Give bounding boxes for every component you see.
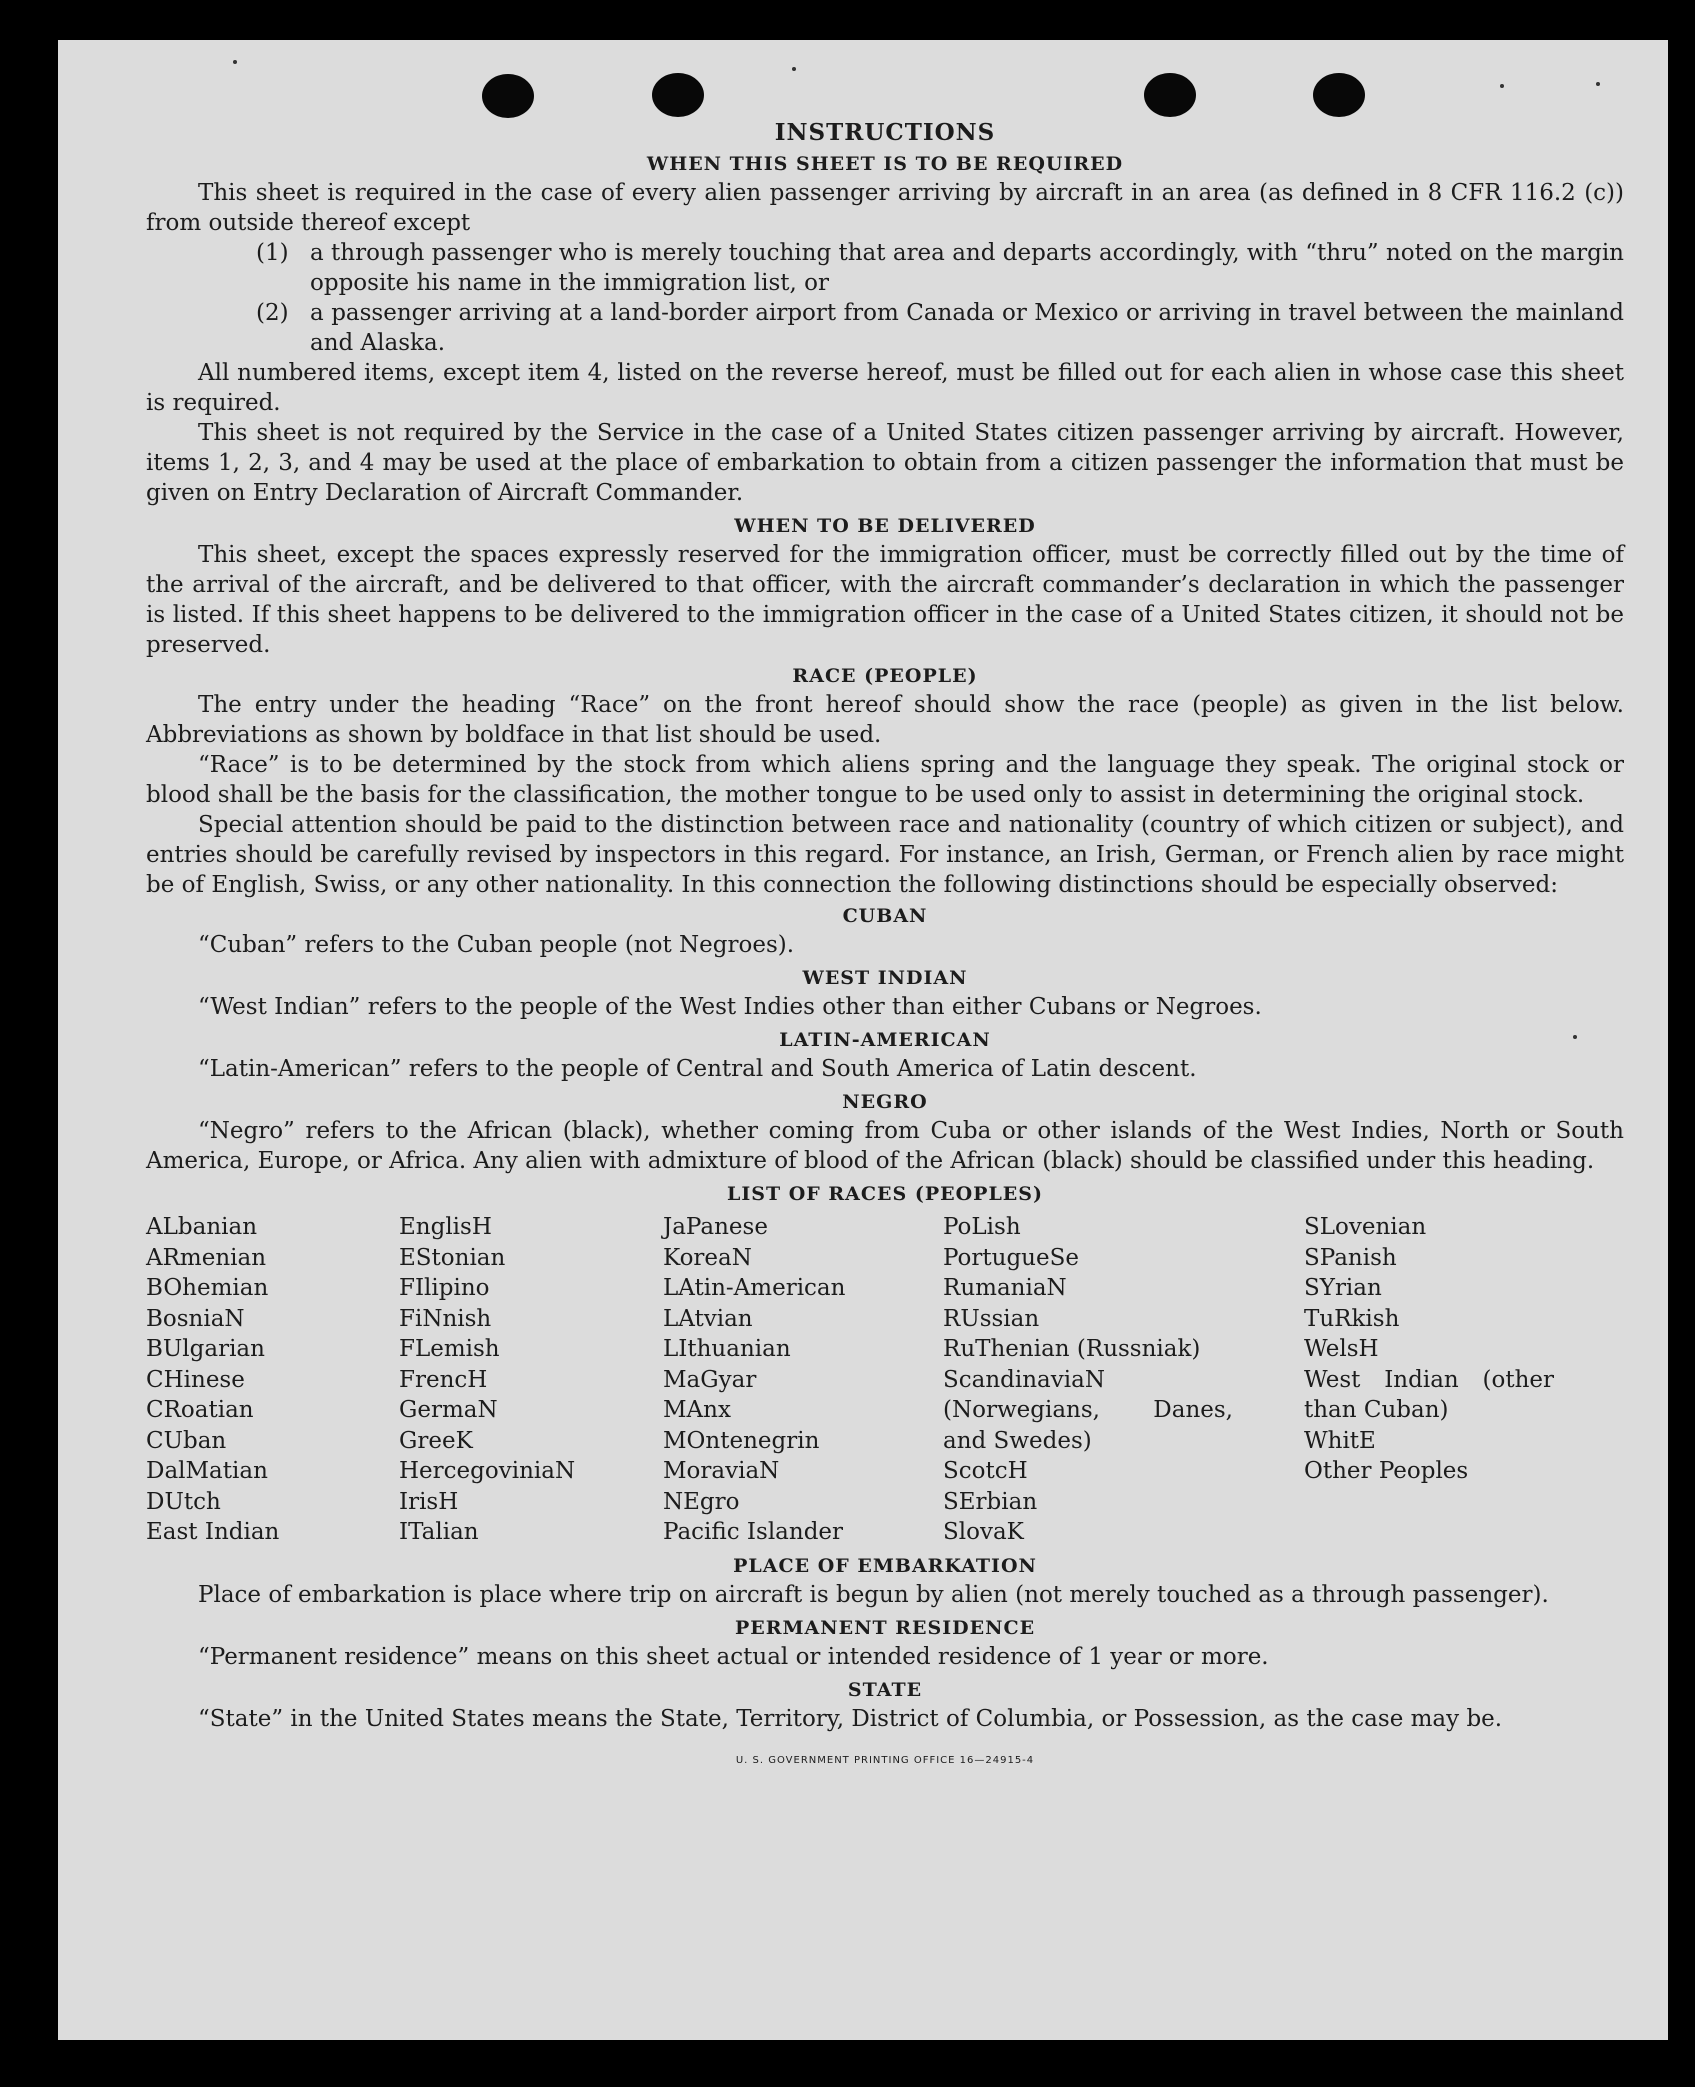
document-page bbox=[58, 40, 1668, 2040]
punch-hole bbox=[1313, 73, 1365, 117]
races-column-3 bbox=[663, 1212, 943, 1548]
race-entry: EnglisH bbox=[399, 1214, 492, 1240]
race-entry: ARmenian bbox=[146, 1244, 267, 1271]
para-delivered: This sheet, except the spaces expressly reserved for the immigration officer, must be correctly filled out by the time of the arrival of the aircraft, and be delivered to that officer, with the aircraft commander’s declaration in which the passenger is listed. If this sheet happens to be delivered to the immigration officer in the case of a United States citizen, it should not be preserved. bbox=[146, 542, 1624, 658]
race-entry: GreeK bbox=[399, 1427, 473, 1454]
race-entry: RUssian bbox=[943, 1305, 1040, 1332]
para-numbered-items: All numbered items, except item 4, listed on the reverse hereof, must be filled out for each alien in whose case this sheet is required. bbox=[146, 360, 1624, 416]
race-entry: CHinese bbox=[146, 1366, 245, 1393]
para-residence: “Permanent residence” means on this sheet actual or intended residence of 1 year or more. bbox=[198, 1643, 1269, 1670]
race-entry: RuThenian (Russniak) bbox=[943, 1336, 1201, 1362]
race-entry: DalMatian bbox=[146, 1458, 268, 1484]
heading-west-indian: WEST INDIAN bbox=[802, 967, 968, 989]
para-negro: “Negro” refers to the African (black), whether coming from Cuba or other islands of the West Indies, North or South America, Europe, or Africa. Any alien with admixture of blood of the African (black) should be classified under this heading. bbox=[146, 1118, 1624, 1174]
race-entry: KoreaN bbox=[663, 1244, 752, 1271]
item-number: (2) bbox=[256, 300, 289, 326]
races-column-1 bbox=[146, 1212, 399, 1548]
para-latin-american: “Latin-American” refers to the people of Central and South America of Latin descent. bbox=[198, 1056, 1197, 1082]
race-entry: East Indian bbox=[146, 1519, 280, 1545]
heading-when-delivered: WHEN TO BE DELIVERED bbox=[734, 515, 1036, 537]
race-entry: MAnx bbox=[663, 1397, 731, 1423]
race-entry: MoraviaN bbox=[663, 1458, 780, 1484]
heading-state: STATE bbox=[847, 1678, 923, 1701]
race-entry: WelsH bbox=[1304, 1336, 1379, 1362]
list-item bbox=[146, 238, 1624, 298]
heading-cuban: CUBAN bbox=[842, 905, 928, 927]
heading-latin-american: LATIN-AMERICAN bbox=[779, 1029, 991, 1051]
race-entry: WhitE bbox=[1304, 1427, 1376, 1454]
races-column-5 bbox=[1304, 1212, 1624, 1548]
race-entry: LAtin-American bbox=[663, 1275, 846, 1301]
race-entry: CRoatian bbox=[146, 1397, 254, 1423]
race-entry: FiNnish bbox=[399, 1305, 492, 1332]
race-entry: HercegoviniaN bbox=[399, 1458, 576, 1484]
punch-hole bbox=[652, 73, 704, 117]
para-embarkation: Place of embarkation is place where trip on aircraft is begun by alien (not merely touched as a through passenger). bbox=[198, 1581, 1549, 1608]
race-entry: BUlgarian bbox=[146, 1336, 265, 1362]
race-entry: JaPanese bbox=[663, 1214, 768, 1240]
race-entry: BosniaN bbox=[146, 1305, 245, 1332]
race-entry: PortugueSe bbox=[943, 1244, 1079, 1271]
race-entry: IrisH bbox=[399, 1488, 459, 1515]
item-number: (1) bbox=[256, 240, 289, 266]
para-cuban: “Cuban” refers to the Cuban people (not Negroes). bbox=[198, 932, 795, 958]
race-entry: SLovenian bbox=[1304, 1214, 1427, 1240]
races-column-4 bbox=[943, 1212, 1304, 1548]
race-entry: SlovaK bbox=[943, 1519, 1024, 1545]
punch-hole bbox=[1144, 73, 1196, 117]
race-entry: SYrian bbox=[1304, 1275, 1382, 1301]
race-entry: ScotcH bbox=[943, 1458, 1028, 1484]
heading-list-of-races: LIST OF RACES (PEOPLES) bbox=[727, 1183, 1043, 1205]
race-entry: FLemish bbox=[399, 1336, 500, 1362]
race-entry: LIthuanian bbox=[663, 1336, 791, 1362]
race-entry: DUtch bbox=[146, 1488, 221, 1515]
heading-negro: NEGRO bbox=[842, 1091, 928, 1113]
race-entry: GermaN bbox=[399, 1397, 498, 1423]
para-required-intro: This sheet is required in the case of every alien passenger arriving by aircraft in an area (as defined in 8 CFR 116.2 (c)) from outside thereof except bbox=[146, 180, 1624, 236]
para-race-1: The entry under the heading “Race” on the front hereof should show the race (people) as given in the list below. Abbreviations as shown by boldface in that list should be used. bbox=[146, 692, 1624, 748]
para-citizen: This sheet is not required by the Service in the case of a United States citizen passenger arriving by aircraft. However, items 1, 2, 3, and 4 may be used at the place of embarkation to obtain from a citizen passenger the information that must be given on Entry Declaration of Aircraft Commander. bbox=[146, 420, 1624, 506]
race-entry: CUban bbox=[146, 1427, 227, 1454]
list-item bbox=[146, 298, 1624, 358]
race-entry: TuRkish bbox=[1304, 1305, 1400, 1332]
heading-residence: PERMANENT RESIDENCE bbox=[734, 1616, 1036, 1639]
page-title: INSTRUCTIONS bbox=[774, 119, 996, 146]
speck bbox=[233, 60, 237, 64]
para-west-indian: “West Indian” refers to the people of the West Indies other than either Cubans or Negroes. bbox=[198, 994, 1262, 1020]
race-entry: SErbian bbox=[943, 1488, 1038, 1515]
race-entry: RumaniaN bbox=[943, 1275, 1067, 1301]
item-text: a passenger arriving at a land-border airport from Canada or Mexico or arriving in travel between the mainland and Alaska. bbox=[310, 300, 1624, 356]
race-entry: ALbanian bbox=[146, 1214, 258, 1240]
para-race-2: “Race” is to be determined by the stock from which aliens spring and the language they speak. The original stock or blood shall be the basis for the classification, the mother tongue to be used only to assist in determining the original stock. bbox=[146, 752, 1624, 808]
speck bbox=[1500, 84, 1504, 88]
race-entry: ScandinaviaN (Norwegians, Danes, and Swedes) bbox=[943, 1366, 1233, 1454]
race-entry: NEgro bbox=[663, 1488, 740, 1515]
races-list bbox=[146, 1212, 1624, 1548]
para-state: “State” in the United States means the State, Territory, District of Columbia, or Possession, as the case may be. bbox=[198, 1705, 1503, 1732]
heading-race: RACE (PEOPLE) bbox=[792, 665, 978, 687]
race-entry: EStonian bbox=[399, 1244, 506, 1271]
race-entry: FrencH bbox=[399, 1366, 488, 1393]
races-column-2 bbox=[399, 1212, 663, 1548]
race-entry: Other Peoples bbox=[1304, 1458, 1469, 1484]
speck bbox=[792, 67, 796, 71]
speck bbox=[1596, 82, 1600, 86]
race-entry: Pacific Islander bbox=[663, 1519, 844, 1545]
para-race-3: Special attention should be paid to the distinction between race and nationality (country of which citizen or subject), and entries should be carefully revised by inspectors in this regard. For instance, an Irish, German, or French alien by race might be of English, Swiss, or any other nationality. In this connection the following distinctions should be especially observed: bbox=[146, 812, 1624, 898]
race-entry: FIlipino bbox=[399, 1275, 490, 1301]
race-entry: PoLish bbox=[943, 1214, 1021, 1240]
item-text: a through passenger who is merely touching that area and departs accordingly, with “thru” noted on the margin opposite his name in the immigration list, or bbox=[310, 240, 1624, 296]
race-entry: West Indian (other than Cuban) bbox=[1304, 1366, 1554, 1423]
heading-when-required: WHEN THIS SHEET IS TO BE REQUIRED bbox=[646, 153, 1124, 175]
race-entry: BOhemian bbox=[146, 1275, 269, 1301]
race-entry: SPanish bbox=[1304, 1244, 1397, 1271]
printer-imprint: U. S. GOVERNMENT PRINTING OFFICE 16—24915-4 bbox=[735, 1754, 1035, 1766]
document-body bbox=[146, 118, 1624, 1776]
race-entry: LAtvian bbox=[663, 1305, 753, 1332]
race-entry: MaGyar bbox=[663, 1366, 757, 1393]
heading-embarkation: PLACE OF EMBARKATION bbox=[733, 1554, 1037, 1577]
punch-hole bbox=[482, 74, 534, 118]
race-entry: ITalian bbox=[399, 1519, 479, 1545]
race-entry: MOntenegrin bbox=[663, 1427, 820, 1454]
